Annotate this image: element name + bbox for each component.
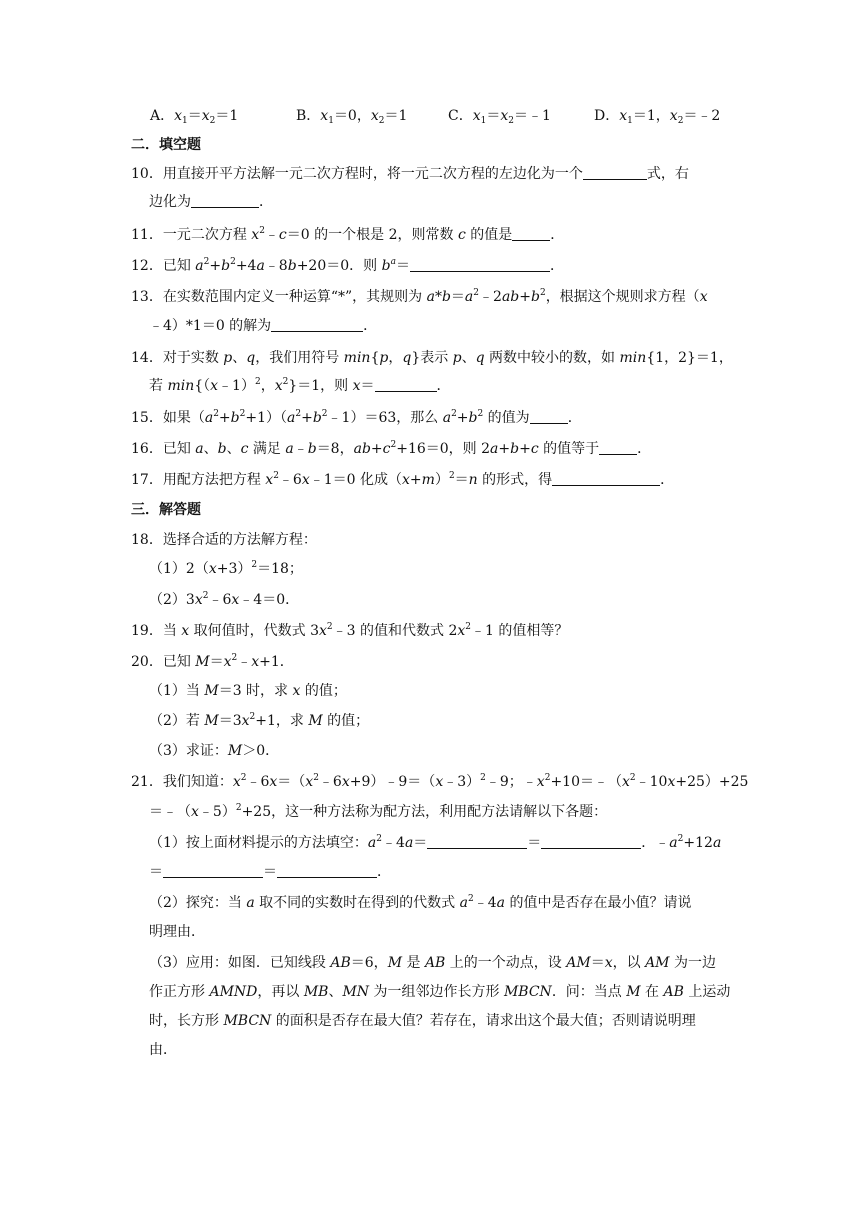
question-10-text-a: 用直接开平方法解一元二次方程时，将一元二次方程的左边化为一个 — [162, 166, 583, 182]
option-c-label: C． — [448, 108, 473, 124]
question-21-part-3-line-2: 作正方形 AMND，再以 MB、MN 为一组邻边作长方形 MBCN．问：当点 M 在 AB 上运动 — [149, 984, 731, 1000]
question-16: 16．已知 a、b、c 满足 a﹣b＝8，$ab+c^2+16=0$，则 2a+b+c 的值等于 ． — [131, 440, 652, 457]
question-21-blank-4[interactable] — [277, 863, 377, 878]
question-16-blank[interactable] — [599, 440, 637, 455]
question-20-part-1: （1）当 M＝3 时，求 x 的值； — [149, 683, 347, 699]
question-15-blank[interactable] — [530, 409, 568, 424]
question-11: 11．一元二次方程 $x^2﹣c=0$ 的一个根是 2，则常数 c 的值是 ． — [131, 226, 565, 243]
question-20-number: 20． — [131, 654, 163, 670]
question-19-number: 19． — [131, 623, 163, 639]
question-14-line-2: 若 min{（x﹣1）$^2$，$x^2\}=1$，则 x＝ ． — [149, 377, 451, 394]
question-10-line-1 — [131, 164, 689, 184]
question-10-line-2: 边化为 ． — [149, 194, 273, 210]
question-12: 12．已知 $a^2+b^2+4a﹣8b+20=0$．则 $b^a=$ ． — [131, 257, 564, 274]
question-17: 17．用配方法把方程 $x^2﹣6x﹣1=0$ 化成$(x+m)^2=n$ 的形式，得 ． — [131, 471, 675, 488]
question-21-part-3-line-4: 由． — [149, 1042, 177, 1058]
option-b: B．$x_1=0$，$x_2=1$ — [296, 108, 408, 126]
question-16-number: 16． — [131, 441, 163, 457]
question-21-part-3-line-1: （3）应用：如图．已知线段 AB＝6，M 是 AB 上的一个动点，设 AM＝x，以 AM 为一边 — [149, 955, 716, 971]
question-12-blank[interactable] — [410, 257, 550, 272]
question-21-part-2-line-2: 明理由． — [149, 924, 205, 940]
question-21-blank-2[interactable] — [541, 834, 641, 849]
question-10-text-c: 边化为 — [149, 194, 191, 210]
question-13-number: 13． — [131, 289, 163, 305]
question-11-blank[interactable] — [512, 226, 550, 241]
question-15: 15．如果$(a^2+b^2+1)(a^2+b^2﹣1)=63$，那么 $a^2+b^2$ 的值为 ． — [131, 409, 582, 426]
option-b-label: B． — [296, 108, 321, 124]
question-14-blank[interactable] — [375, 377, 437, 392]
section-answer: 三．解答题 — [131, 502, 201, 518]
option-a-label: A． — [150, 108, 175, 124]
question-20-part-2: （2）若 $M=3x^2+1$，求 M 的值； — [149, 712, 370, 729]
question-15-number: 15． — [131, 410, 163, 426]
option-d-label: D． — [594, 108, 620, 124]
question-11-number: 11． — [131, 227, 163, 243]
question-21-part-2-line-1: （2）探究：当 a 取不同的实数时在得到的代数式 $a^2﹣4a$ 的值中是否存在最小值？请说 — [149, 894, 692, 911]
question-18-part-2: $(2)3x^2﹣6x﹣4=0$． — [149, 591, 300, 608]
question-10-blank-1[interactable] — [583, 165, 647, 180]
question-21-part-1-line-1: （1）按上面材料提示的方法填空：$a^2﹣4a=$ ＝ ．$﹣a^2+12a$ — [149, 834, 722, 851]
question-21-blank-1[interactable] — [427, 834, 527, 849]
option-d: D．$x_1=1$，$x_2=﹣2$ — [594, 108, 721, 126]
question-10-number: 10． — [131, 166, 163, 182]
question-21-line-1: 21．我们知道：$x^2﹣6x=(x^2﹣6x+9)﹣9=(x﹣3)^2﹣9$；$﹣x^2+10=﹣(x^2﹣10x+25)+25$ — [131, 773, 749, 790]
question-17-blank[interactable] — [552, 471, 660, 486]
question-18-part-1: $(1)2(x+3)^2=18$； — [149, 560, 303, 577]
question-18 — [131, 530, 317, 550]
question-21-part-1-line-2: ＝ ＝ ． — [149, 864, 391, 880]
question-12-number: 12． — [131, 258, 163, 274]
question-21-line-2: ＝﹣（x﹣5）$^2$+25，这一种方法称为配方法，利用配方法请解以下各题： — [149, 803, 608, 820]
question-21-part-3-line-3: 时，长方形 MBCN 的面积是否存在最大值？若存在，请求出这个最大值；否则请说明理 — [149, 1013, 696, 1029]
question-13-blank[interactable] — [271, 317, 363, 332]
question-17-number: 17． — [131, 472, 163, 488]
option-c: C．$x_1=x_2=﹣1$ — [448, 108, 551, 126]
question-10-blank-2[interactable] — [191, 193, 259, 208]
question-19: 19．当 x 取何值时，代数式 $3x^2﹣3$ 的值和代数式 $2x^2﹣1$ 的值相等？ — [131, 622, 569, 639]
question-21-number: 21． — [131, 774, 163, 790]
question-18-number: 18． — [131, 532, 163, 548]
question-20: 20．已知 $M=x^2﹣x+1$． — [131, 653, 294, 670]
question-14-number: 14． — [131, 350, 163, 366]
question-18-text: 选择合适的方法解方程： — [162, 532, 317, 548]
question-20-part-3: （3）求证：M＞0． — [149, 743, 280, 759]
question-14-line-1: 14．对于实数 p、q，我们用符号 min{p，q}表示 p、q 两数中较小的数，如 min{1，2}＝1， — [131, 350, 733, 366]
question-21-blank-3[interactable] — [163, 863, 263, 878]
question-10-text-b: 式，右 — [646, 166, 689, 182]
section-fill-blank: 二．填空题 — [131, 137, 201, 153]
question-13-line-2: ﹣4）*1＝0 的解为 ． — [149, 318, 378, 334]
question-13-line-1: 13．在实数范围内定义一种运算“*”，其规则为 $a*b=a^2﹣2ab+b^2$，根据这个规则求方程（x — [131, 288, 708, 305]
option-a: A．$x_1=x_2=1$ — [150, 108, 239, 126]
